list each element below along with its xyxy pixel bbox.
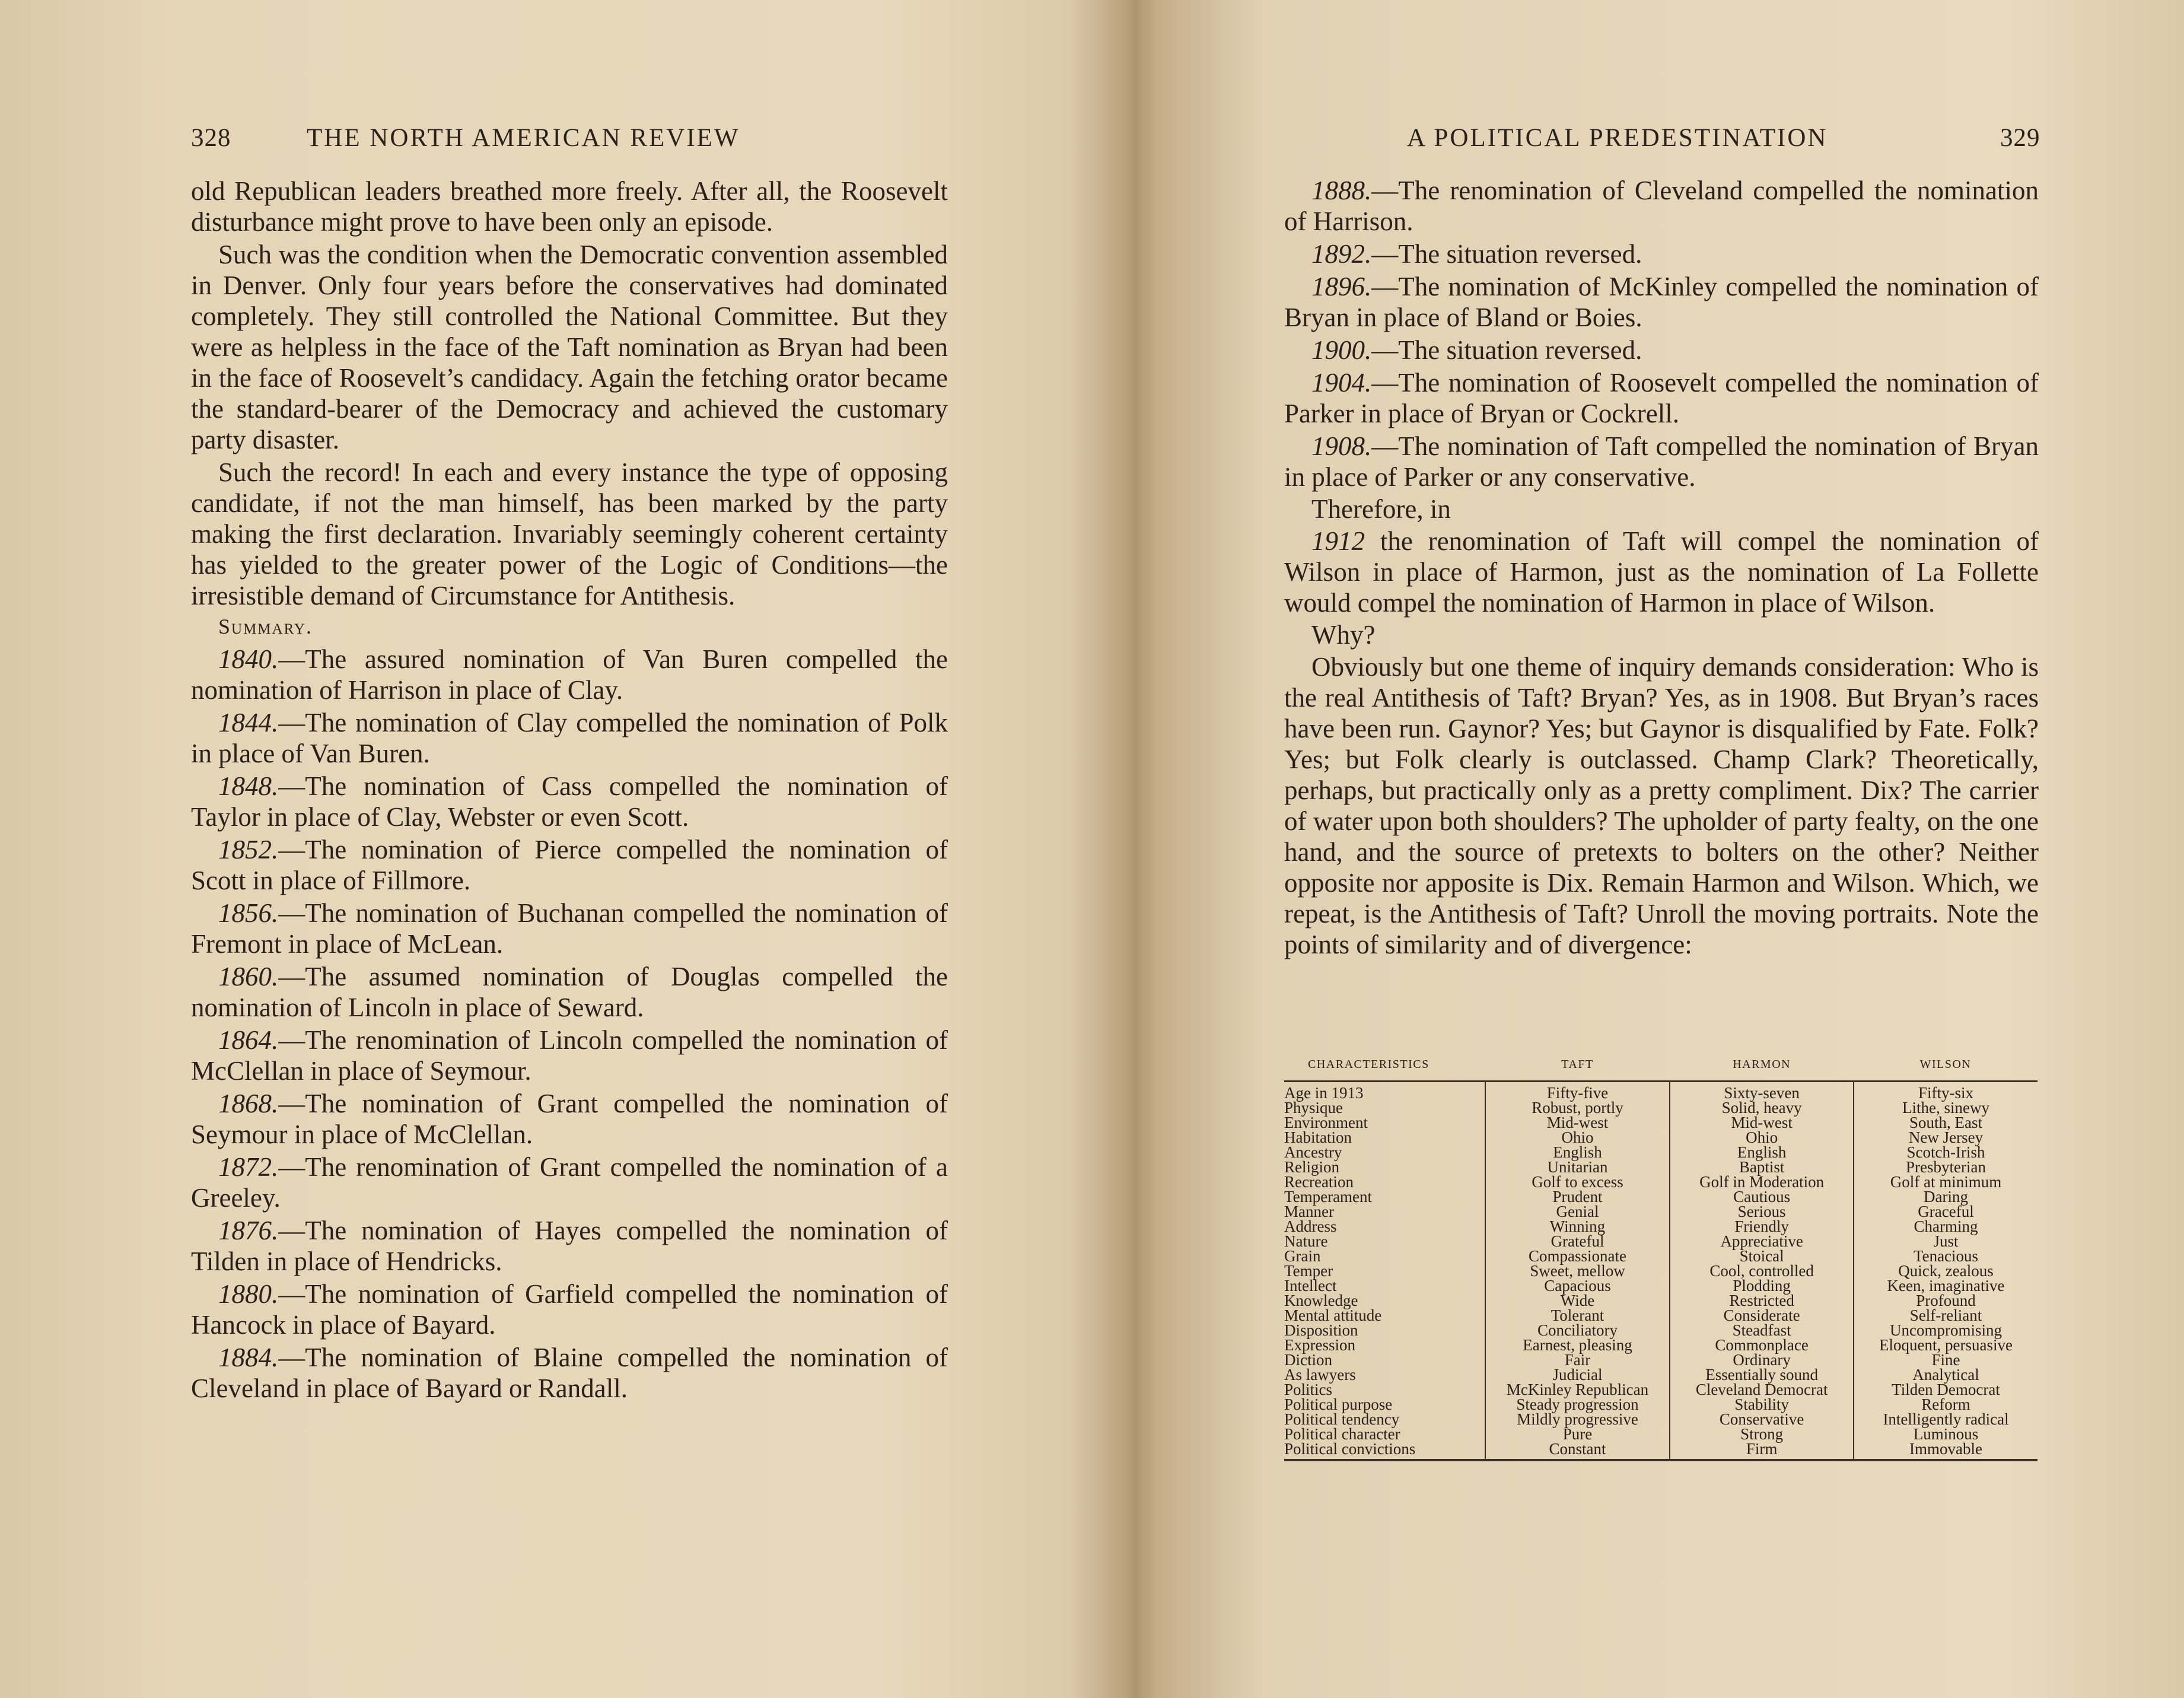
comparison-table bbox=[1284, 1055, 2037, 1461]
wilson-cell: Quick, zealous bbox=[1854, 1264, 2037, 1279]
harmon-cell: Essentially sound bbox=[1705, 1366, 1819, 1384]
taft-cell: Prudent bbox=[1485, 1190, 1670, 1204]
left-body-text bbox=[191, 176, 948, 1404]
table-row bbox=[1284, 1219, 2037, 1234]
summary-entry bbox=[1284, 239, 2039, 269]
entry-text: —The nomination of Hayes compelled the nomination of Tilden in place of Hendricks. bbox=[191, 1216, 948, 1276]
harmon-cell: Solid, heavy bbox=[1721, 1099, 1802, 1117]
harmon-cell: Plodding bbox=[1733, 1277, 1791, 1295]
closing-paragraph: Obviously but one theme of inquiry demands consideration: Who is the real Antithesis of Taft? Bryan? Yes, as in 1908. But Bryan’s races have been run. Gaynor? Yes; but Gaynor is disqualified by Fate. Folk? Yes; but Folk clearly is outclassed. Champ Clark? Theoretically, perhaps, but practically only as a pretty compliment. Dix? The carrier of water upon both shoulders? The upholder of party fealty, on the one hand, and the source of pretexts to bolters on the other? Neither opposite nor apposite is Dix. Remain Harmon and Wilson. Which, we repeat, is the Antithesis of Taft? Unroll the moving portraits. Note the points of similarity and of divergence: bbox=[1284, 652, 2039, 959]
wilson-cell: Lithe, sinewy bbox=[1854, 1101, 2037, 1115]
harmon-cell: Stability bbox=[1734, 1395, 1789, 1413]
taft-cell: Robust, portly bbox=[1485, 1101, 1670, 1115]
entry-year: 1860. bbox=[218, 962, 279, 991]
characteristic-label: Address bbox=[1284, 1217, 1337, 1235]
summary-entry bbox=[1284, 271, 2039, 333]
right-page-number: 329 bbox=[2000, 124, 2040, 152]
wilson-cell: Tilden Democrat bbox=[1854, 1382, 2037, 1397]
taft-cell: Steady progression bbox=[1485, 1397, 1670, 1412]
characteristic-label: Political convictions bbox=[1284, 1442, 1485, 1460]
summary-entry bbox=[191, 1025, 948, 1086]
entry-text: —The assured nomination of Van Buren compelled the nomination of Harrison in place of Clay. bbox=[191, 644, 948, 705]
entry-year: 1884. bbox=[218, 1343, 279, 1372]
characteristic-label: Political character bbox=[1284, 1425, 1400, 1443]
wilson-cell: Self-reliant bbox=[1854, 1308, 2037, 1323]
entry-text: —The nomination of Garfield compelled the nomination of Hancock in place of Bayard. bbox=[191, 1279, 948, 1340]
wilson-cell: Tenacious bbox=[1854, 1249, 2037, 1264]
harmon-cell: Ordinary bbox=[1733, 1351, 1791, 1369]
summary-entry bbox=[191, 834, 948, 896]
characteristic-label: Manner bbox=[1284, 1203, 1334, 1220]
summary-entry bbox=[1284, 335, 2039, 365]
entry-year: 1904. bbox=[1311, 368, 1372, 398]
characteristic-label: Age in 1913 bbox=[1284, 1084, 1364, 1102]
taft-cell: Judicial bbox=[1485, 1368, 1670, 1382]
taft-cell: Fifty-five bbox=[1485, 1082, 1670, 1101]
taft-cell: Pure bbox=[1485, 1427, 1670, 1442]
characteristic-label: Physique bbox=[1284, 1099, 1343, 1117]
characteristic-label: Knowledge bbox=[1284, 1292, 1358, 1309]
harmon-cell: Golf in Moderation bbox=[1699, 1173, 1825, 1191]
characteristic-label: Religion bbox=[1284, 1158, 1339, 1176]
left-journal-title: THE NORTH AMERICAN REVIEW bbox=[307, 124, 740, 152]
entry-year: 1876. bbox=[218, 1216, 279, 1245]
characteristic-label: Politics bbox=[1284, 1381, 1333, 1398]
harmon-cell: Mid-west bbox=[1731, 1114, 1793, 1131]
harmon-cell: Restricted bbox=[1729, 1292, 1794, 1309]
wilson-cell: Fifty-six bbox=[1854, 1082, 2037, 1101]
characteristic-label: Temperament bbox=[1284, 1188, 1373, 1206]
header-characteristics: CHARACTERISTICS bbox=[1284, 1055, 1485, 1082]
wilson-cell: Intelligently radical bbox=[1854, 1412, 2037, 1427]
header-taft: TAFT bbox=[1485, 1055, 1670, 1082]
entry-year: 1852. bbox=[218, 835, 279, 864]
wilson-cell: Graceful bbox=[1854, 1204, 2037, 1219]
wilson-cell: Keen, imaginative bbox=[1854, 1279, 2037, 1293]
characteristic-label: Political purpose bbox=[1284, 1395, 1393, 1413]
characteristic-label: As lawyers bbox=[1284, 1366, 1356, 1384]
table-header-row bbox=[1284, 1055, 2037, 1082]
paragraph: Such the record! In each and every instance the type of opposing candidate, if not the man himself, has been marked by the party making the first declaration. Invariably seemingly coherent certainty has yielded to the greater power of the Logic of Conditions—the irresistible demand of Circumstance for Antithesis. bbox=[191, 457, 948, 610]
characteristic-label: Nature bbox=[1284, 1232, 1328, 1250]
entry-text: —The situation reversed. bbox=[1371, 239, 1642, 269]
harmon-cell: Appreciative bbox=[1720, 1232, 1803, 1250]
harmon-cell: Commonplace bbox=[1715, 1336, 1809, 1354]
characteristic-label: Diction bbox=[1284, 1351, 1332, 1369]
characteristic-label: Grain bbox=[1284, 1247, 1321, 1265]
summary-entry bbox=[191, 771, 948, 832]
table-row bbox=[1284, 1442, 2037, 1460]
characteristic-label: Temper bbox=[1284, 1262, 1333, 1280]
characteristic-label: Expression bbox=[1284, 1336, 1355, 1354]
harmon-cell: Considerate bbox=[1723, 1306, 1800, 1324]
taft-cell: Compassionate bbox=[1485, 1249, 1670, 1264]
harmon-cell: Baptist bbox=[1739, 1158, 1785, 1176]
taft-cell: Earnest, pleasing bbox=[1485, 1338, 1670, 1353]
wilson-cell: Fine bbox=[1854, 1353, 2037, 1368]
characteristic-label: Disposition bbox=[1284, 1321, 1358, 1339]
entry-year: 1900. bbox=[1311, 335, 1372, 365]
entry-year: 1848. bbox=[218, 771, 279, 801]
taft-cell: Tolerant bbox=[1485, 1308, 1670, 1323]
characteristic-label: Intellect bbox=[1284, 1277, 1337, 1295]
characteristic-label: Recreation bbox=[1284, 1173, 1354, 1191]
harmon-cell: Friendly bbox=[1734, 1217, 1789, 1235]
harmon-cell: Conservative bbox=[1719, 1410, 1804, 1428]
taft-cell: Sweet, mellow bbox=[1485, 1264, 1670, 1279]
entry-year: 1912 bbox=[1311, 526, 1365, 556]
entry-year: 1896. bbox=[1311, 272, 1372, 301]
entry-year: 1880. bbox=[218, 1279, 279, 1309]
wilson-cell: Profound bbox=[1854, 1293, 2037, 1308]
entry-year: 1872. bbox=[218, 1152, 279, 1182]
harmon-cell: English bbox=[1737, 1143, 1787, 1161]
entry-text: —The nomination of McKinley compelled the nomination of Bryan in place of Bland or Boies. bbox=[1284, 272, 2039, 332]
characteristic-label: Mental attitude bbox=[1284, 1306, 1382, 1324]
wilson-cell: Luminous bbox=[1854, 1427, 2037, 1442]
entry-text: —The assumed nomination of Douglas compelled the nomination of Lincoln in place of Seward. bbox=[191, 962, 948, 1022]
summary-entry bbox=[191, 898, 948, 959]
taft-cell: Fair bbox=[1485, 1353, 1670, 1368]
summary-heading: Summary. bbox=[218, 615, 313, 638]
wilson-cell: Uncompromising bbox=[1854, 1323, 2037, 1338]
entry-year: 1864. bbox=[218, 1025, 279, 1055]
taft-cell: Wide bbox=[1485, 1293, 1670, 1308]
harmon-cell: Cleveland Democrat bbox=[1695, 1381, 1828, 1398]
entry-text: —The renomination of Cleveland compelled the nomination of Harrison. bbox=[1284, 176, 2039, 236]
summary-entry bbox=[1284, 431, 2039, 492]
entry-text: —The renomination of Grant compelled the nomination of a Greeley. bbox=[191, 1152, 948, 1213]
harmon-cell: Firm bbox=[1670, 1442, 1854, 1460]
wilson-cell: Reform bbox=[1854, 1397, 2037, 1412]
entry-text: —The nomination of Grant compelled the nomination of Seymour in place of McClellan. bbox=[191, 1089, 948, 1149]
taft-cell: Genial bbox=[1485, 1204, 1670, 1219]
entry-text: —The nomination of Pierce compelled the nomination of Scott in place of Fillmore. bbox=[191, 835, 948, 895]
taft-cell: McKinley Republican bbox=[1485, 1382, 1670, 1397]
summary-entry bbox=[191, 1215, 948, 1277]
entry-text: —The nomination of Blaine compelled the nomination of Cleveland in place of Bayard or Randall. bbox=[191, 1343, 948, 1403]
harmon-cell: Cool, controlled bbox=[1709, 1262, 1814, 1280]
taft-cell: English bbox=[1485, 1145, 1670, 1160]
wilson-cell: Charming bbox=[1854, 1219, 2037, 1234]
entry-text: —The nomination of Roosevelt compelled the nomination of Parker in place of Bryan or Cockrell. bbox=[1284, 368, 2039, 428]
taft-cell: Unitarian bbox=[1485, 1160, 1670, 1175]
entry-year: 1892. bbox=[1311, 239, 1372, 269]
characteristic-label: Ancestry bbox=[1284, 1143, 1342, 1161]
left-entries-list bbox=[191, 644, 948, 1404]
table-row bbox=[1284, 1338, 2037, 1353]
left-page-number: 328 bbox=[191, 124, 231, 152]
summary-entry bbox=[191, 1088, 948, 1150]
entry-year: 1840. bbox=[218, 644, 279, 674]
table-body bbox=[1284, 1082, 2037, 1461]
wilson-cell: Analytical bbox=[1854, 1368, 2037, 1382]
entry-year: 1856. bbox=[218, 898, 279, 928]
entry-year: 1908. bbox=[1311, 431, 1372, 461]
harmon-cell: Ohio bbox=[1746, 1128, 1778, 1146]
entry-year: 1888. bbox=[1311, 176, 1372, 205]
wilson-cell: Presbyterian bbox=[1854, 1160, 2037, 1175]
table-row bbox=[1284, 1082, 2037, 1101]
wilson-cell: Golf at minimum bbox=[1854, 1175, 2037, 1190]
wilson-cell: Just bbox=[1854, 1234, 2037, 1249]
summary-entry bbox=[1284, 175, 2039, 237]
taft-cell: Golf to excess bbox=[1485, 1175, 1670, 1190]
characteristic-label: Political tendency bbox=[1284, 1410, 1400, 1428]
summary-entry bbox=[191, 1279, 948, 1340]
taft-cell: Constant bbox=[1485, 1442, 1670, 1460]
wilson-cell: New Jersey bbox=[1854, 1130, 2037, 1145]
harmon-cell: Serious bbox=[1737, 1203, 1786, 1220]
entry-text: —The nomination of Taft compelled the nomination of Bryan in place of Parker or any conservative. bbox=[1284, 431, 2039, 492]
characteristic-label: Habitation bbox=[1284, 1128, 1352, 1146]
taft-cell: Winning bbox=[1485, 1219, 1670, 1234]
wilson-cell: Eloquent, persuasive bbox=[1854, 1338, 2037, 1353]
summary-entry bbox=[191, 1152, 948, 1213]
taft-cell: Grateful bbox=[1485, 1234, 1670, 1249]
taft-cell: Conciliatory bbox=[1485, 1323, 1670, 1338]
wilson-cell: Immovable bbox=[1854, 1442, 2037, 1460]
summary-entry bbox=[191, 644, 948, 705]
harmon-cell: Steadfast bbox=[1732, 1321, 1791, 1339]
entry-text: the renomination of Taft will compel the nomination of Wilson in place of Harmon, just as the nomination of La Follette would compel the nomination of Harmon in place of Wilson. bbox=[1284, 526, 2039, 618]
taft-cell: Mid-west bbox=[1485, 1115, 1670, 1130]
harmon-cell: Sixty-seven bbox=[1724, 1084, 1800, 1102]
taft-cell: Mildly progressive bbox=[1485, 1412, 1670, 1427]
paragraph: Such was the condition when the Democratic convention assembled in Denver. Only four years before the conservatives had dominated completely. They still controlled the National Committee. But they were as helpless in the face of the Taft nomination as Bryan had been in the face of Roosevelt’s candidacy. Again the fetching orator became the standard-bearer of the Democracy and achieved the customary party disaster. bbox=[191, 240, 948, 454]
entry-text: —The nomination of Clay compelled the nomination of Polk in place of Van Buren. bbox=[191, 708, 948, 768]
why-line: Why? bbox=[1311, 620, 1376, 650]
summary-entry bbox=[191, 707, 948, 769]
entry-year: 1868. bbox=[218, 1089, 279, 1118]
taft-cell: Capacious bbox=[1485, 1279, 1670, 1293]
wilson-cell: Daring bbox=[1854, 1190, 2037, 1204]
right-entries-list bbox=[1284, 175, 2039, 492]
entry-1912 bbox=[1284, 526, 2039, 618]
entry-text: —The nomination of Buchanan compelled the nomination of Fremont in place of McLean. bbox=[191, 898, 948, 959]
wilson-cell: South, East bbox=[1854, 1115, 2037, 1130]
right-body-text bbox=[1284, 173, 2039, 960]
harmon-cell: Strong bbox=[1740, 1425, 1784, 1443]
harmon-cell: Cautious bbox=[1733, 1188, 1791, 1206]
entry-text: —The renomination of Lincoln compelled the nomination of McClellan in place of Seymour. bbox=[191, 1025, 948, 1086]
paragraph: old Republican leaders breathed more freely. After all, the Roosevelt disturbance might prove to have been only an episode. bbox=[191, 176, 948, 237]
summary-entry bbox=[191, 1342, 948, 1404]
characteristic-label: Environment bbox=[1284, 1114, 1368, 1131]
header-wilson: WILSON bbox=[1854, 1055, 2037, 1082]
taft-cell: Ohio bbox=[1485, 1130, 1670, 1145]
right-article-title: A POLITICAL PREDESTINATION bbox=[1407, 124, 1828, 152]
therefore-line: Therefore, in bbox=[1311, 494, 1451, 524]
summary-entry bbox=[191, 961, 948, 1023]
left-page bbox=[0, 0, 1068, 1698]
wilson-cell: Scotch-Irish bbox=[1854, 1145, 2037, 1160]
harmon-cell: Stoical bbox=[1739, 1247, 1784, 1265]
entry-year: 1844. bbox=[218, 708, 279, 737]
summary-entry bbox=[1284, 367, 2039, 429]
entry-text: —The situation reversed. bbox=[1371, 335, 1642, 365]
header-harmon: HARMON bbox=[1670, 1055, 1854, 1082]
entry-text: —The nomination of Cass compelled the nomination of Taylor in place of Clay, Webster or even Scott. bbox=[191, 771, 948, 832]
